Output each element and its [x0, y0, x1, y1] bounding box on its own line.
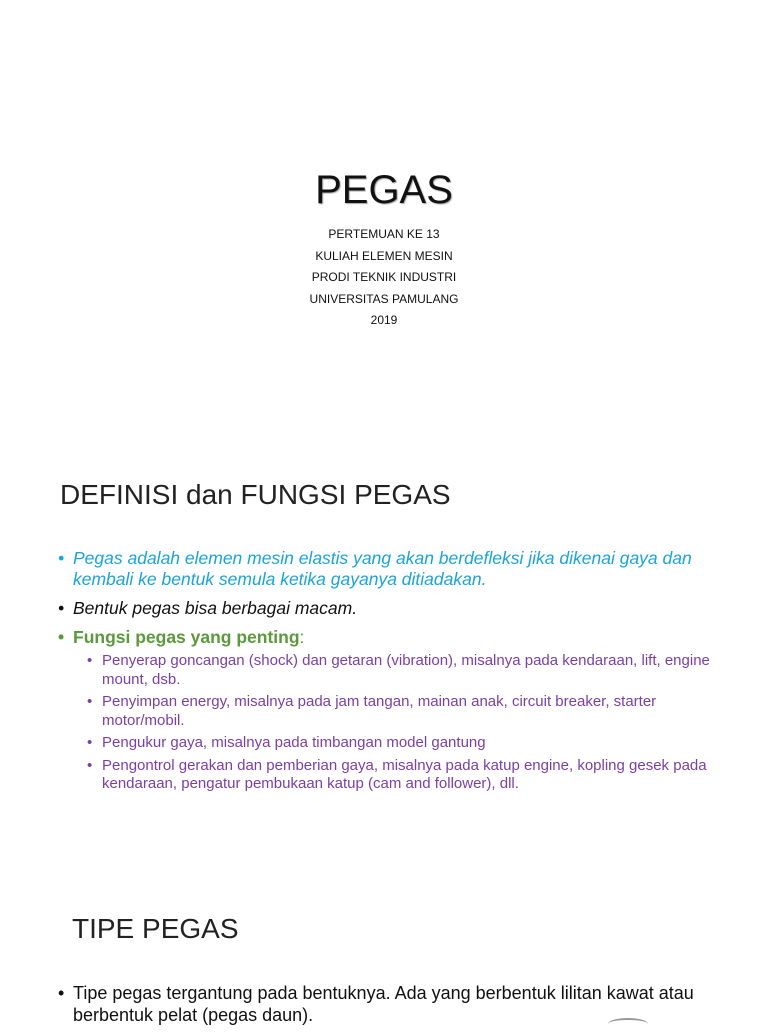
- bullet-marker: •: [58, 983, 65, 1003]
- bullet-text: Pegas adalah elemen mesin elastis yang akan berdefleksi jika dikenai gaya dan kembali ke bentuk semula ketika gayanya ditiadakan.: [73, 548, 692, 589]
- subbullet-marker: •: [87, 734, 93, 751]
- bullet-shapes: [58, 598, 718, 619]
- subbullet-energy-storage: [87, 693, 718, 730]
- subbullet-text: Penyerap goncangan (shock) dan getaran (vibration), misalnya pada kendaraan, lift, engine mount, dsb.: [102, 652, 710, 688]
- bullet-definition: [58, 548, 718, 590]
- slide-heading: DEFINISI dan FUNGSI PEGAS: [60, 479, 451, 510]
- slide-heading: TIPE PEGAS: [72, 913, 239, 944]
- bullet-functions: [58, 627, 718, 794]
- bullet-text: Bentuk pegas bisa berbagai macam.: [73, 598, 358, 618]
- slide-title: PEGAS: [315, 168, 453, 212]
- subtitle-year: 2019: [370, 313, 398, 327]
- bullet-marker: •: [58, 598, 65, 618]
- bullet-list: [58, 548, 718, 802]
- spring-image-edge: [608, 1018, 648, 1030]
- subbullet-text: Pengukur gaya, misalnya pada timbangan model gantung: [102, 734, 486, 751]
- subbullet-list: [87, 652, 718, 794]
- subbullet-motion-control: [87, 757, 718, 794]
- subbullet-force-measure: [87, 734, 718, 753]
- definition-slide: [0, 440, 768, 860]
- subbullet-shock-absorber: [87, 652, 718, 689]
- title-slide: [0, 0, 768, 440]
- subbullet-text: Penyimpan energy, misalnya pada jam tangan, mainan anak, circuit breaker, starter motor/mobil.: [102, 693, 657, 729]
- bullet-marker: •: [58, 627, 65, 647]
- bullet-marker: •: [58, 548, 65, 568]
- subbullet-text: Pengontrol gerakan dan pemberian gaya, misalnya pada katup engine, kopling gesek pada kendaraan, pengatur pembukaan katup (cam and follower), dll.: [102, 756, 707, 792]
- subtitle-program: PRODI TEKNIK INDUSTRI: [311, 270, 457, 284]
- subtitle-course: KULIAH ELEMEN MESIN: [315, 248, 453, 263]
- subbullet-marker: •: [87, 693, 93, 710]
- types-slide: [0, 860, 768, 1024]
- bullet-text: Tipe pegas tergantung pada bentuknya. Ada yang berbentuk lilitan kawat atau berbentuk pelat (pegas daun).: [73, 983, 694, 1025]
- subbullet-marker: •: [87, 652, 93, 669]
- slide-subtitle: [0, 224, 768, 332]
- subbullet-marker: •: [87, 756, 93, 774]
- subtitle-university: UNIVERSITAS PAMULANG: [309, 291, 459, 306]
- bullet-colon: :: [299, 627, 305, 647]
- subtitle-meeting: PERTEMUAN KE 13: [328, 227, 440, 241]
- bullet-text: Fungsi pegas yang penting: [73, 627, 300, 647]
